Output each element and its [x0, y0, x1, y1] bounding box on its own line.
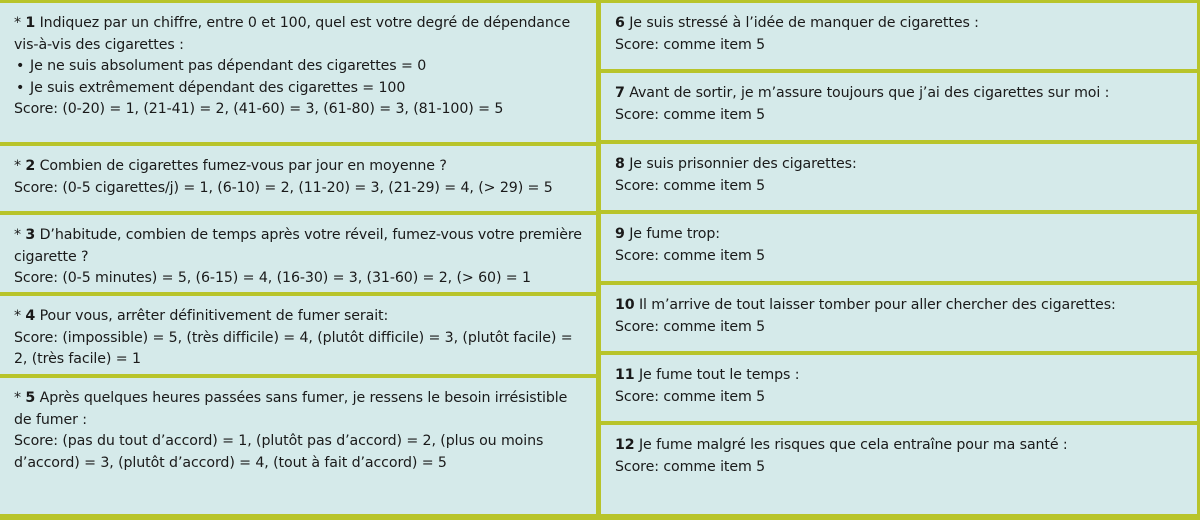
- item-2-question: [14, 156, 582, 178]
- item-12-question: [615, 435, 1183, 457]
- asterisk-marker: *: [14, 308, 26, 324]
- item-number: 6: [615, 15, 625, 31]
- item-number: 12: [615, 437, 635, 453]
- item-number: 2: [25, 158, 36, 174]
- score-text: Score: (0-20) = 1, (21-41) = 2, (41-60) = 3, (61-80) = 3, (81-100) = 5: [14, 101, 504, 117]
- left-column: [0, 3, 596, 514]
- item-number: 4: [25, 308, 36, 324]
- item-1-question: [14, 13, 582, 56]
- question-text: Je suis prisonnier des cigarettes:: [624, 156, 857, 172]
- score-text: Score: comme item 5: [615, 106, 766, 123]
- item-6-cell: [601, 3, 1197, 69]
- item-number: 7: [615, 85, 625, 101]
- item-7-question: [615, 83, 1183, 105]
- item-3-question: [14, 225, 582, 268]
- question-text: Pour vous, arrêter définitivement de fumer serait:: [35, 308, 389, 324]
- item-number: 1: [25, 15, 36, 31]
- item-7-cell: [601, 73, 1197, 140]
- item-5-cell: [0, 378, 596, 514]
- score-text: Score: comme item 5: [615, 318, 766, 335]
- item-1-cell: [0, 3, 596, 142]
- question-text: Je fume tout le temps :: [634, 367, 800, 383]
- item-3-cell: [0, 215, 596, 292]
- bullet-item: • Je ne suis absolument pas dépendant des cigarettes = 0: [14, 56, 582, 78]
- item-number: 10: [615, 297, 635, 313]
- item-11-question: [615, 365, 1183, 387]
- score-text: Score: (0-5 minutes) = 5, (6-15) = 4, (16-30) = 3, (31-60) = 2, (> 60) = 1: [14, 270, 531, 286]
- question-text: Avant de sortir, je m’assure toujours que j’ai des cigarettes sur moi :: [624, 85, 1110, 101]
- item-9-cell: [601, 214, 1197, 281]
- item-10-cell: [601, 285, 1197, 351]
- bullet-item: • Je suis extrêmement dépendant des cigarettes = 100: [14, 78, 582, 100]
- item-number: 5: [25, 390, 36, 406]
- score-text: Score: comme item 5: [615, 247, 766, 264]
- question-text: D’habitude, combien de temps après votre réveil, fumez-vous votre première cigarette ?: [14, 227, 582, 265]
- item-10-question: [615, 295, 1183, 317]
- item-6-question: [615, 13, 1183, 35]
- item-8-question: [615, 154, 1183, 176]
- score-text: Score: (0-5 cigarettes/j) = 1, (6-10) = 2, (11-20) = 3, (21-29) = 4, (> 29) = 5: [14, 179, 553, 196]
- question-text: Il m’arrive de tout laisser tomber pour aller chercher des cigarettes:: [634, 297, 1116, 313]
- item-8-cell: [601, 144, 1197, 210]
- score-text: Score: comme item 5: [615, 388, 766, 405]
- score-text: Score: comme item 5: [615, 458, 766, 475]
- question-text: Je fume malgré les risques que cela entraîne pour ma santé :: [634, 437, 1068, 453]
- question-text: Je fume trop:: [624, 226, 720, 242]
- score-text: Score: comme item 5: [615, 177, 766, 194]
- item-12-cell: [601, 425, 1197, 514]
- asterisk-marker: *: [14, 390, 26, 406]
- item-number: 8: [615, 156, 625, 172]
- item-11-cell: [601, 355, 1197, 421]
- item-number: 11: [615, 367, 635, 383]
- score-text: Score: (impossible) = 5, (très difficile) = 4, (plutôt difficile) = 3, (plutôt facile) = 2, (très facile) = 1: [14, 329, 573, 367]
- item-5-question: [14, 388, 582, 431]
- question-text: Après quelques heures passées sans fumer, je ressens le besoin irrésistible de fumer :: [14, 390, 568, 428]
- question-text: Indiquez par un chiffre, entre 0 et 100, quel est votre degré de dépendance vis-à-vis des cigarettes :: [14, 15, 571, 53]
- item-number: 3: [25, 227, 36, 243]
- asterisk-marker: *: [14, 158, 26, 174]
- score-text: Score: (pas du tout d’accord) = 1, (plutôt pas d’accord) = 2, (plus ou moins d’accord) = 3, (plutôt d’accord) = 4, (tout à fait d’accord) = 5: [14, 433, 544, 471]
- asterisk-marker: *: [14, 227, 26, 243]
- item-9-question: [615, 224, 1183, 246]
- item-4-cell: [0, 296, 596, 374]
- item-2-cell: [0, 146, 596, 211]
- item-number: 9: [615, 226, 625, 242]
- question-text: Je suis stressé à l’idée de manquer de cigarettes :: [624, 15, 979, 31]
- asterisk-marker: *: [14, 15, 26, 31]
- right-column: [601, 3, 1197, 514]
- item-4-question: [14, 306, 582, 328]
- score-text: Score: comme item 5: [615, 36, 766, 53]
- question-text: Combien de cigarettes fumez-vous par jour en moyenne ?: [35, 158, 447, 174]
